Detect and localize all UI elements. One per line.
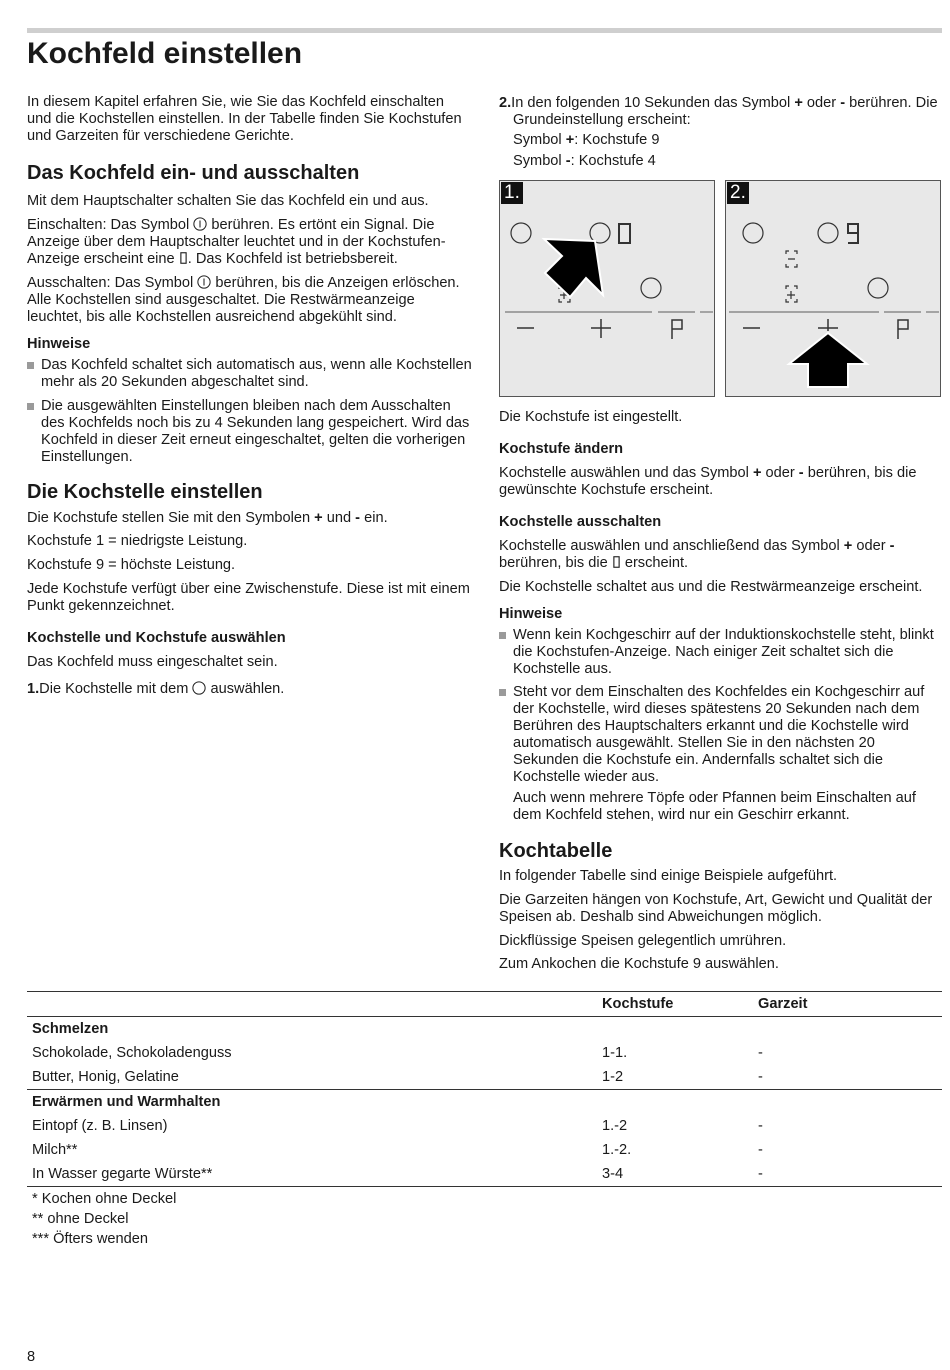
zone-circle-icon bbox=[743, 223, 763, 243]
note-item: Wenn kein Kochgeschirr auf der Induktionskochstelle steht, blinkt die Kochstufen-Anzeige. Nach einiger Zeit schaltet sich die Kochstelle aus. bbox=[499, 627, 942, 678]
table-intro-4: Zum Ankochen die Kochstufe 9 auswählen. bbox=[499, 956, 779, 972]
table-row: Schokolade, Schokoladenguss 1-1. - bbox=[32, 1044, 763, 1061]
cooking-table bbox=[27, 991, 942, 1187]
diagram-step-2: 2. bbox=[725, 180, 941, 397]
step-1: 1.Die Kochstelle mit dem auswählen. bbox=[27, 681, 285, 697]
digit-nine-icon bbox=[848, 224, 858, 243]
power-icon bbox=[193, 217, 207, 231]
p-icon bbox=[672, 320, 682, 339]
notes-heading: Hinweise bbox=[499, 606, 563, 622]
plus-icon bbox=[818, 319, 838, 331]
switch-off-zone-text: Kochstelle auswählen und anschließend das Symbol + oder - berühren, bis die erscheint. bbox=[499, 538, 895, 571]
table-intro-3: Dickflüssige Speisen gelegentlich umrühren. bbox=[499, 933, 787, 949]
digit-zero-icon bbox=[179, 251, 188, 265]
right-column bbox=[499, 95, 942, 973]
bullet-icon bbox=[27, 403, 34, 410]
level-9-text: Kochstufe 9 = höchste Leistung. bbox=[27, 557, 236, 573]
circle-icon bbox=[192, 681, 206, 695]
main-switch-text: Mit dem Hauptschalter schalten Sie das Kochfeld ein und aus. bbox=[27, 193, 429, 209]
heading-change: Kochstufe ändern bbox=[499, 441, 624, 457]
heading-cooking-table: Kochtabelle bbox=[499, 840, 613, 862]
plus-icon bbox=[591, 319, 611, 338]
switch-on-text: Einschalten: Das Symbol berühren. Es ertönt ein Signal. Die Anzeige über dem Hauptschalter leuchtet und in der Kochstufen-Anzeige erscheint eine . Das Kochfeld ist betriebsbereit. bbox=[27, 217, 446, 267]
table-row: In Wasser gegarte Würste** 3-4 - bbox=[27, 1162, 942, 1187]
table-header: Kochstufe Garzeit bbox=[27, 992, 942, 1017]
set-done-text: Die Kochstufe ist eingestellt. bbox=[499, 409, 683, 425]
control-panel-illustration bbox=[500, 181, 716, 398]
diagram-row bbox=[499, 180, 942, 397]
symbols-text: Die Kochstufe stellen Sie mit den Symbolen + und - ein. bbox=[27, 510, 388, 526]
p-icon bbox=[898, 320, 908, 339]
intermediate-text: Jede Kochstufe verfügt über eine Zwischenstufe. Diese ist mit einem Punkt gekennzeichnet. bbox=[27, 581, 470, 614]
step-2: 2.In den folgenden 10 Sekunden das Symbol + oder - berühren. Die Grundeinstellung erscheint: bbox=[499, 95, 938, 128]
zone-circle-icon bbox=[641, 278, 661, 298]
plus-box-icon bbox=[786, 286, 797, 302]
table-footnotes bbox=[32, 1189, 942, 1249]
arrow-icon bbox=[544, 239, 603, 297]
diagram-step-1: 1. bbox=[499, 180, 715, 397]
table-row: Milch** 1.-2. - bbox=[32, 1141, 763, 1158]
bullet-icon bbox=[499, 689, 506, 696]
bullet-icon bbox=[499, 632, 506, 639]
residual-heat-text: Die Kochstelle schaltet aus und die Restwärmeanzeige erscheint. bbox=[499, 579, 923, 595]
heading-select: Kochstelle und Kochstufe auswählen bbox=[27, 630, 286, 646]
zone-circle-icon bbox=[818, 223, 838, 243]
bullet-icon bbox=[27, 362, 34, 369]
footnote: *** Öfters wenden bbox=[32, 1231, 149, 1247]
header-bar bbox=[27, 28, 942, 33]
note-item: Steht vor dem Einschalten des Kochfeldes ein Kochgeschirr auf der Kochstelle, wird dieses spätestens 20 Sekunden nach dem Berühren des Hauptschalters erkannt und die Kochstelle wird automatisch ausgewählt. Stellen Sie in den nächsten 20 Sekunden die Kochstufe ein. Andernfalls schaltet sich die Kochstelle wieder aus. bbox=[499, 684, 942, 786]
change-text: Kochstelle auswählen und das Symbol + oder - berühren, bis die gewünschte Kochstufe erscheint. bbox=[499, 465, 917, 498]
two-column-body bbox=[27, 94, 942, 973]
switch-off-text: Ausschalten: Das Symbol berühren, bis die Anzeigen erlöschen. Alle Kochstellen sind ausgeschaltet. Die Restwärmeanzeige leuchtet, bis alle Kochstellen ausreichend abgekühlt sind. bbox=[27, 275, 460, 325]
heading-switch-off-zone: Kochstelle ausschalten bbox=[499, 514, 662, 530]
page-title: Kochfeld einstellen bbox=[27, 37, 303, 70]
level-1-text: Kochstufe 1 = niedrigste Leistung. bbox=[27, 533, 248, 549]
note-item: Das Kochfeld schaltet sich automatisch aus, wenn alle Kochstellen mehr als 20 Sekunden abgeschaltet sind. bbox=[27, 357, 472, 391]
power-icon bbox=[197, 275, 211, 289]
must-on-text: Das Kochfeld muss eingeschaltet sein. bbox=[27, 654, 278, 670]
notes-heading: Hinweise bbox=[27, 336, 91, 352]
table-row: Butter, Honig, Gelatine 1-2 - bbox=[32, 1068, 763, 1085]
heading-set-zone: Die Kochstelle einstellen bbox=[27, 481, 263, 503]
note-extra: Auch wenn mehrere Töpfe oder Pfannen beim Einschalten auf dem Kochfeld stehen, wird nur ein Geschirr erkannt. bbox=[513, 790, 916, 823]
table-group-row: Schmelzen bbox=[32, 1020, 109, 1037]
control-panel-illustration bbox=[726, 181, 942, 398]
table-intro-1: In folgender Tabelle sind einige Beispiele aufgeführt. bbox=[499, 868, 838, 884]
arrow-up-icon bbox=[789, 333, 867, 387]
page-number: 8 bbox=[27, 1349, 36, 1365]
minus-box-icon bbox=[786, 251, 797, 267]
heading-on-off: Das Kochfeld ein- und ausschalten bbox=[27, 162, 360, 184]
table-intro-2: Die Garzeiten hängen von Kochstufe, Art, Gewicht und Qualität der Speisen ab. Deshalb sind Abweichungen möglich. bbox=[499, 892, 933, 925]
footnote: ** ohne Deckel bbox=[32, 1211, 129, 1227]
symbol-minus-default: Symbol -: Kochstufe 4 bbox=[513, 153, 656, 169]
symbol-plus-default: Symbol +: Kochstufe 9 bbox=[513, 132, 660, 148]
table-row: Eintopf (z. B. Linsen) 1.-2 - bbox=[32, 1117, 763, 1134]
left-column bbox=[27, 94, 472, 698]
footnote: * Kochen ohne Deckel bbox=[32, 1191, 177, 1207]
digit-zero-icon bbox=[612, 555, 621, 569]
note-item: Die ausgewählten Einstellungen bleiben nach dem Ausschalten des Kochfelds noch bis zu 4 Sekunden lang gespeichert. Wird das Kochfeld in dieser Zeit erneut eingeschaltet, gelten die vorherigen Einstellungen. bbox=[27, 398, 472, 466]
digit-zero-icon bbox=[619, 224, 630, 243]
table-group-row: Erwärmen und Warmhalten bbox=[27, 1090, 942, 1115]
zone-circle-icon bbox=[868, 278, 888, 298]
zone-circle-icon bbox=[511, 223, 531, 243]
intro-text: In diesem Kapitel erfahren Sie, wie Sie das Kochfeld einschalten und die Kochstellen einstellen. In der Tabelle finden Sie Kochstufen und Garzeiten für verschiedene Gerichte. bbox=[27, 94, 462, 144]
